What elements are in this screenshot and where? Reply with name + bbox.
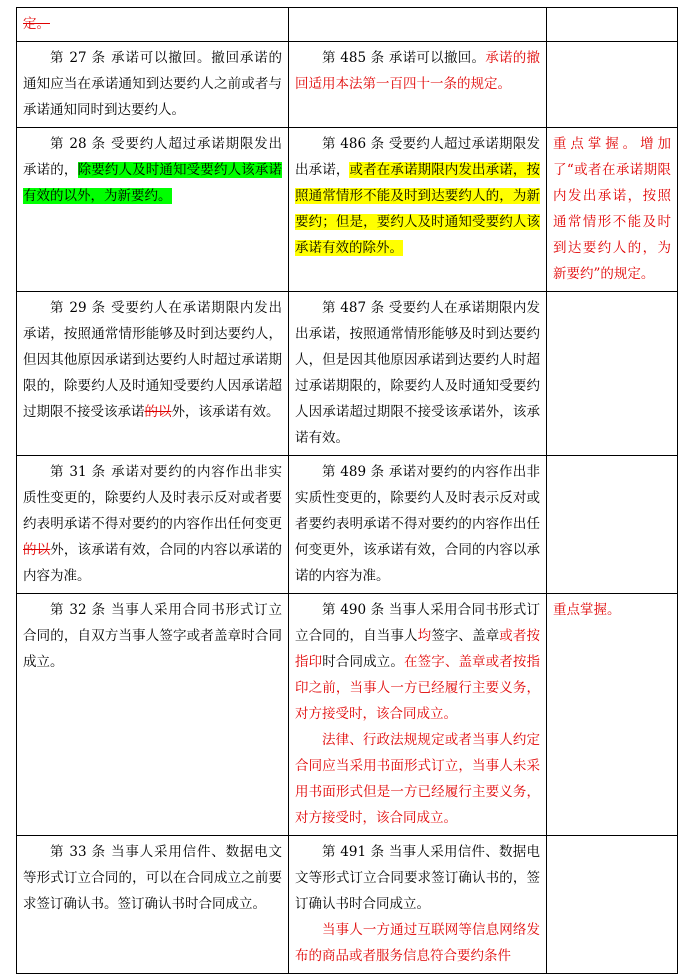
law-comparison-table <box>16 7 678 974</box>
clause-text: 第 32 条 当事人采用合同书形式订立合同的，自双方当事人签字或者盖章时合同成立。 <box>23 602 282 670</box>
note-cell <box>547 456 678 594</box>
table-row <box>17 456 678 594</box>
added-text: 法律、行政法规规定或者当事人约定合同应当采用书面形式订立，当事人未采用书面形式但是一方已经履行主要义务，对方接受时，该合同成立。 <box>295 732 540 826</box>
clause-text: 第 490 条 当事人采用合同书形式订立合同的，自当事人 <box>295 602 540 644</box>
old-law-cell <box>17 594 289 836</box>
civil-code-cell <box>289 42 547 128</box>
civil-code-paragraph <box>295 295 540 451</box>
civil-code-paragraph <box>295 597 540 727</box>
clause-text: 第 485 条 承诺可以撤回。 <box>322 50 486 66</box>
old-law-cell <box>17 128 289 292</box>
old-law-paragraph <box>23 459 282 589</box>
old-law-cell <box>17 292 289 456</box>
old-law-cell <box>17 836 289 974</box>
added-text: 均 <box>417 628 432 644</box>
civil-code-cell <box>289 128 547 292</box>
note-cell <box>547 8 678 42</box>
deleted-text: 的以 <box>23 542 51 558</box>
highlighted-text: 或者在承诺期限内发出承诺，按照通常情形不能及时到达要约人的，为新要约；但是，要约人及时通知受要约人该承诺有效的除外。 <box>295 162 541 256</box>
added-text: 承诺的撤回适用本法第一百四十一条的规定。 <box>295 50 540 92</box>
civil-code-cell <box>289 456 547 594</box>
civil-code-paragraph <box>295 45 540 97</box>
table-row <box>17 42 678 128</box>
old-law-cell <box>17 42 289 128</box>
note-cell <box>547 836 678 974</box>
old-law-cell <box>17 8 289 42</box>
note-cell: 重点掌握。增加了“或者在承诺期限内发出承诺，按照通常情形不能及时到达要约人的，为新要约”的规定。 <box>547 128 678 292</box>
added-text: 在签字、盖章或者按指印之前，当事人一方已经履行主要义务，对方接受时，该合同成立。 <box>295 654 541 722</box>
old-law-paragraph <box>23 11 282 37</box>
clause-text: 第 487 条 受要约人在承诺期限内发出承诺，按照通常情形能够及时到达要约人，但是因其他原因承诺到达要约人时超过承诺期限的，除要约人及时通知受要约人因承诺超过期限不接受该承诺外，该承诺有效。 <box>295 300 540 446</box>
clause-text: 第 33 条 当事人采用信件、数据电文等形式订立合同的，可以在合同成立之前要求签订确认书。签订确认书时合同成立。 <box>23 844 282 912</box>
civil-code-paragraph <box>295 459 540 589</box>
civil-code-cell <box>289 8 547 42</box>
added-text: 或者按指印 <box>295 628 541 670</box>
old-law-cell <box>17 456 289 594</box>
table-row <box>17 8 678 42</box>
table-row <box>17 128 678 292</box>
civil-code-paragraph <box>295 131 540 261</box>
clause-text: 时合同成立。 <box>322 654 404 670</box>
civil-code-paragraph <box>295 727 540 831</box>
added-text: 当事人一方通过互联网等信息网络发布的商品或者服务信息符合要约条件 <box>295 922 540 964</box>
table-row <box>17 594 678 836</box>
deleted-text: 定。 <box>23 16 50 32</box>
old-law-paragraph <box>23 131 282 209</box>
clause-text: 第 27 条 承诺可以撤回。撤回承诺的通知应当在承诺通知到达要约人之前或者与承诺通知同时到达要约人。 <box>23 50 282 118</box>
clause-text: 第 486 条 受要约人超过承诺期限发出承诺， <box>295 136 540 178</box>
clause-text: 第 491 条 当事人采用信件、数据电文等形式订立合同要求签订确认书的，签订确认书时合同成立。 <box>295 844 540 912</box>
clause-text: 外，该承诺有效。 <box>171 404 280 420</box>
civil-code-cell <box>289 594 547 836</box>
clause-text: 第 31 条 承诺对要约的内容作出非实质性变更的，除要约人及时表示反对或者要约表明承诺不得对要约的内容作出任何变更 <box>23 464 282 532</box>
clause-text: 第 29 条 受要约人在承诺期限内发出承诺，按照通常情形能够及时到达要约人，但因其他原因承诺到达要约人时超过承诺期限的，除要约人及时通知受要约人因承诺超过期限不接受该承诺 <box>23 300 282 420</box>
old-law-paragraph <box>23 597 282 675</box>
civil-code-paragraph <box>295 917 540 969</box>
table-body <box>17 8 678 974</box>
note-cell: 重点掌握。 <box>547 594 678 836</box>
old-law-paragraph <box>23 45 282 123</box>
civil-code-cell <box>289 292 547 456</box>
clause-text: 第 489 条 承诺对要约的内容作出非实质性变更的，除要约人及时表示反对或者要约表明承诺不得对要约的内容作出任何变更外，该承诺有效，合同的内容以承诺的内容为准。 <box>295 464 540 584</box>
old-law-paragraph <box>23 295 282 425</box>
note-cell <box>547 42 678 128</box>
old-law-paragraph <box>23 839 282 917</box>
note-cell <box>547 292 678 456</box>
civil-code-paragraph <box>295 839 540 917</box>
table-row <box>17 292 678 456</box>
highlighted-text: 除要约人及时通知受要约人该承诺有效的以外，为新要约。 <box>23 162 283 204</box>
deleted-text: 的以 <box>144 404 172 420</box>
clause-text: 第 28 条 受要约人超过承诺期限发出承诺的， <box>23 136 282 178</box>
clause-text: 外，该承诺有效，合同的内容以承诺的内容为准。 <box>23 542 283 584</box>
civil-code-cell <box>289 836 547 974</box>
table-row <box>17 836 678 974</box>
clause-text: 签字、盖章 <box>431 628 500 644</box>
